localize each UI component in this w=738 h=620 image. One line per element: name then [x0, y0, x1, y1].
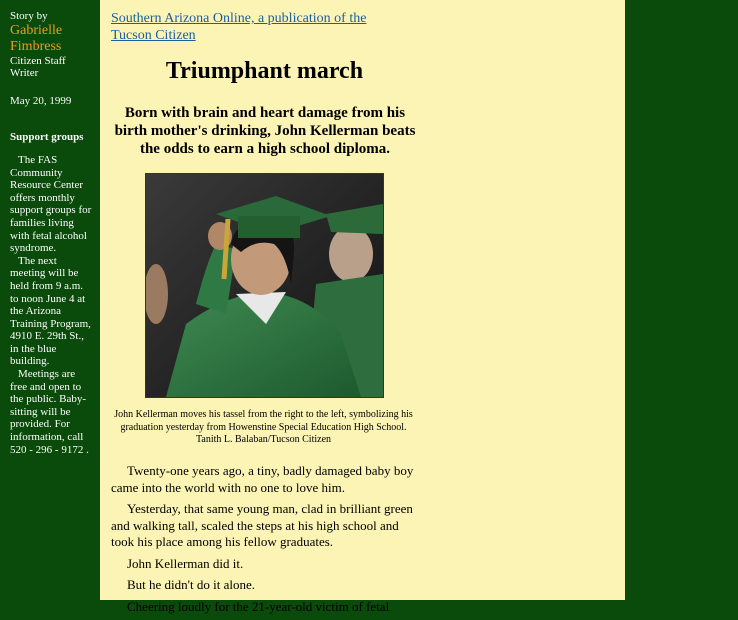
body-paragraph-2: Yesterday, that same young man, clad in brilliant green and walking tall, scaled the steps at his high school and took his place among his fellow graduates.	[111, 501, 413, 549]
photo-credit: Tanith L. Balaban/Tucson Citizen	[195, 434, 332, 445]
author-name	[10, 23, 92, 55]
article-deck: Born with brain and heart damage from his birth mother's drinking, John Kellerman beats the odds to earn a high school diploma.	[114, 105, 416, 157]
body-paragraph-1: Twenty-one years ago, a tiny, badly damaged baby boy came into the world with no one to love him.	[111, 463, 414, 495]
photo-caption	[111, 409, 416, 447]
article-body	[111, 463, 416, 620]
article-column	[100, 0, 625, 614]
body-paragraph-4: But he didn't do it alone.	[127, 577, 255, 592]
body-paragraph-5: Cheering loudly for the 21-year-old victim of fetal	[127, 598, 390, 614]
support-groups-text	[10, 154, 92, 456]
graduate-photo-illustration	[146, 174, 383, 397]
article-title: Triumphant march	[165, 58, 364, 84]
author-first-name: Gabrielle	[10, 22, 63, 38]
graduation-photo	[145, 173, 384, 398]
left-sidebar	[0, 0, 100, 600]
support-paragraph-2: The next meeting will be held from 9 a.m. to noon June 4 at the Arizona Training Program, 4910 E. 29th St., in the blue building.	[10, 254, 91, 368]
author-role-line2: Writer	[10, 67, 39, 80]
support-paragraph-3: Meetings are free and open to the public. Baby-sitting will be provided. For information, call 520 - 296 - 9172 .	[10, 368, 89, 456]
publication-link[interactable]: Southern Arizona Online, a publication of the Tucson Citizen	[111, 11, 367, 43]
caption-text: John Kellerman moves his tassel from the right to the left, symbolizing his graduation yesterday from Howenstine Special Education High School.	[114, 409, 413, 433]
author-role-line1: Citizen Staff	[10, 54, 66, 67]
author-last-name: Fimbress	[10, 38, 62, 54]
story-by-label: Story by	[10, 10, 48, 22]
right-margin	[625, 0, 725, 600]
support-paragraph-1: The FAS Community Resource Center offers monthly support groups for families living with fetal alcohol syndrome.	[10, 153, 92, 255]
story-date: May 20, 1999	[10, 94, 72, 107]
support-groups-heading: Support groups	[10, 131, 84, 144]
page-edge	[725, 0, 738, 600]
author-role	[10, 55, 92, 80]
body-paragraph-3: John Kellerman did it.	[127, 555, 244, 571]
